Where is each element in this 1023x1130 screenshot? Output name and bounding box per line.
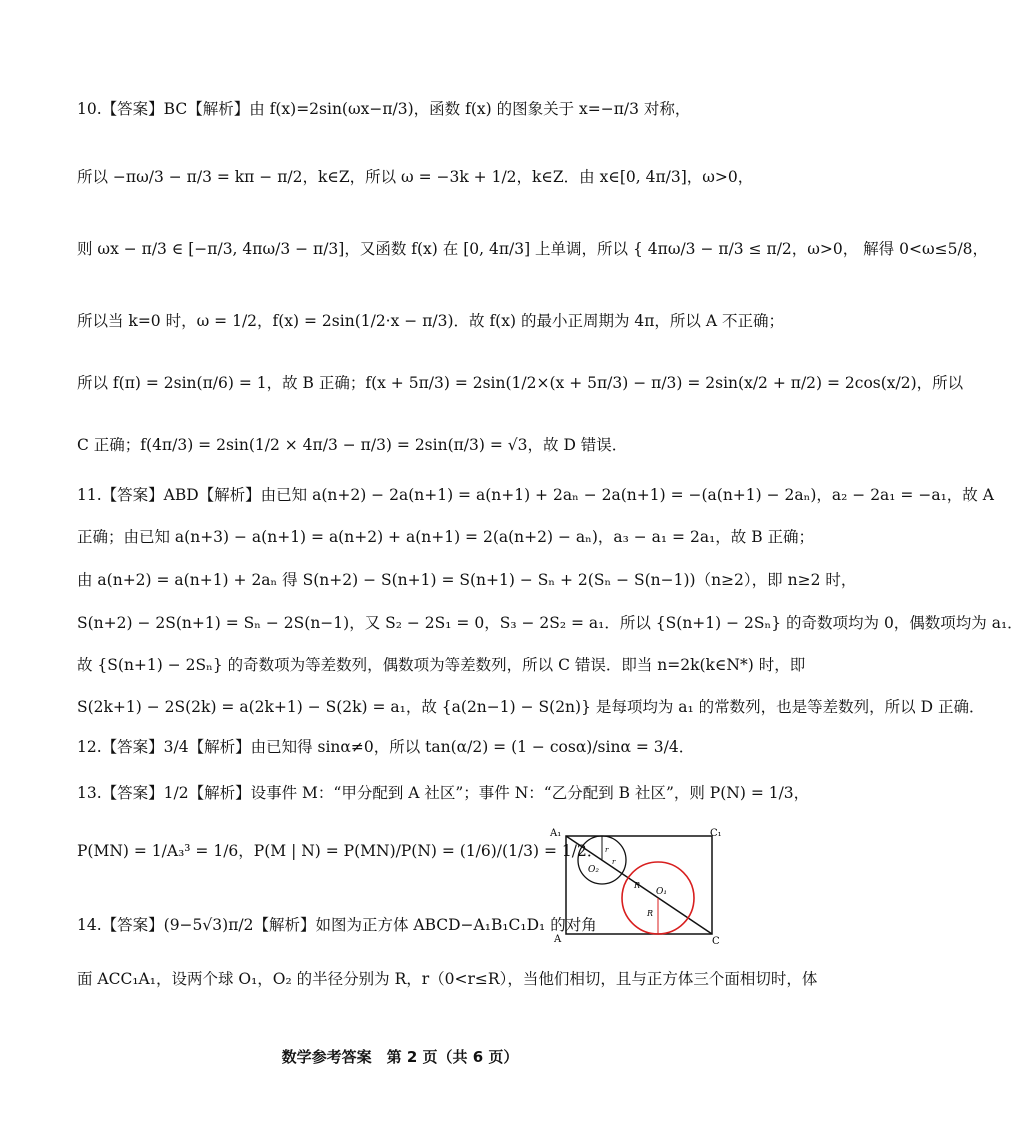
answer-11-line-1: 11.【答案】ABD【解析】由已知 a(n+2) − 2a(n+1) = a(n+1) + 2aₙ − 2a(n+1) = −(a(n+1) − 2aₙ)，a₂ − 2a₁ = −a₁，故 A bbox=[77, 486, 994, 504]
answer-10-line-5: 所以 f(π) = 2sin(π/6) = 1，故 B 正确；f(x + 5π/3) = 2sin(1/2×(x + 5π/3) − π/3) = 2sin(x/2 + π/2) = 2cos(x/2)，所以 bbox=[77, 374, 964, 392]
label-R2: R bbox=[647, 909, 654, 918]
answer-11-line-6: S(2k+1) − 2S(2k) = a(2k+1) − S(2k) = a₁，故 {a(2n−1) − S(2n)} 是每项均为 a₁ 的常数列，也是等差数列，所以 D 正确． bbox=[77, 698, 985, 716]
label-r2: r bbox=[612, 858, 616, 866]
page-footer: 数学参考答案 第 2 页（共 6 页） bbox=[281, 1048, 519, 1066]
answer-12-line: 12.【答案】3/4【解析】由已知得 sinα≠0，所以 tan(α/2) = (1 − cosα)/sinα = 3/4． bbox=[77, 738, 695, 756]
answer-13-line-2: P(MN) = 1/A₃³ = 1/6，P(M | N) = P(MN)/P(N) = (1/6)/(1/3) = 1/2． bbox=[77, 842, 603, 860]
answer-11-line-3: 由 a(n+2) = a(n+1) + 2aₙ 得 S(n+2) − S(n+1) = S(n+1) − Sₙ + 2(Sₙ − S(n−1))（n≥2），即 n≥2 时， bbox=[77, 571, 857, 589]
answer-13-line-1: 13.【答案】1/2【解析】设事件 M：“甲分配到 A 社区”；事件 N：“乙分配到 B 社区”，则 P(N) = 1/3， bbox=[77, 784, 810, 802]
answer-10-line-6: C 正确；f(4π/3) = 2sin(1/2 × 4π/3 − π/3) = 2sin(π/3) = √3，故 D 错误． bbox=[77, 436, 628, 454]
answer-11-line-4: S(n+2) − 2S(n+1) = Sₙ − 2S(n−1)，又 S₂ − 2S₁ = 0，S₃ − 2S₂ = a₁．所以 {S(n+1) − 2Sₙ} 的奇数项均为 0，偶数项均为 a₁． bbox=[77, 614, 1023, 632]
label-O1: O₁ bbox=[656, 887, 667, 897]
label-C: C bbox=[712, 936, 720, 947]
answer-10-line-1: 10.【答案】BC【解析】由 f(x)=2sin(ωx−π/3)，函数 f(x) 的图象关于 x=−π/3 对称， bbox=[77, 100, 691, 118]
answer-11-line-2: 正确；由已知 a(n+3) − a(n+1) = a(n+2) + a(n+1) = 2(a(n+2) − aₙ)，a₃ − a₁ = 2a₁，故 B 正确； bbox=[77, 528, 815, 546]
answer-10-line-4: 所以当 k=0 时，ω = 1/2，f(x) = 2sin(1/2·x − π/3)．故 f(x) 的最小正周期为 4π，所以 A 不正确； bbox=[77, 312, 784, 330]
answer-14-line-1: 14.【答案】(9−5√3)π/2【解析】如图为正方体 ABCD−A₁B₁C₁D₁ 的对角 bbox=[77, 916, 597, 934]
label-R1: R bbox=[634, 881, 641, 890]
answer-10-line-3: 则 ωx − π/3 ∈ [−π/3, 4πω/3 − π/3]，又函数 f(x) 在 [0, 4π/3] 上单调，所以 { 4πω/3 − π/3 ≤ π/2，ω>0， 解得 0<ω≤5/8， bbox=[77, 240, 989, 258]
label-r1: r bbox=[605, 846, 609, 854]
label-A1: A₁ bbox=[550, 828, 562, 839]
answer-14-line-2: 面 ACC₁A₁，设两个球 O₁，O₂ 的半径分别为 R，r（0<r≤R），当他们相切，且与正方体三个面相切时，体 bbox=[77, 970, 818, 988]
label-C1: C₁ bbox=[710, 828, 722, 839]
cube-diagonal-section-figure bbox=[548, 824, 724, 946]
answer-10-line-2: 所以 −πω/3 − π/3 = kπ − π/2，k∈Z，所以 ω = −3k + 1/2，k∈Z．由 x∈[0, 4π/3]，ω>0， bbox=[77, 168, 754, 186]
answer-11-line-5: 故 {S(n+1) − 2Sₙ} 的奇数项为等差数列，偶数项为等差数列，所以 C 错误．即当 n=2k(k∈N*) 时，即 bbox=[77, 656, 806, 674]
label-O2: O₂ bbox=[588, 865, 599, 875]
label-A: A bbox=[554, 934, 562, 945]
